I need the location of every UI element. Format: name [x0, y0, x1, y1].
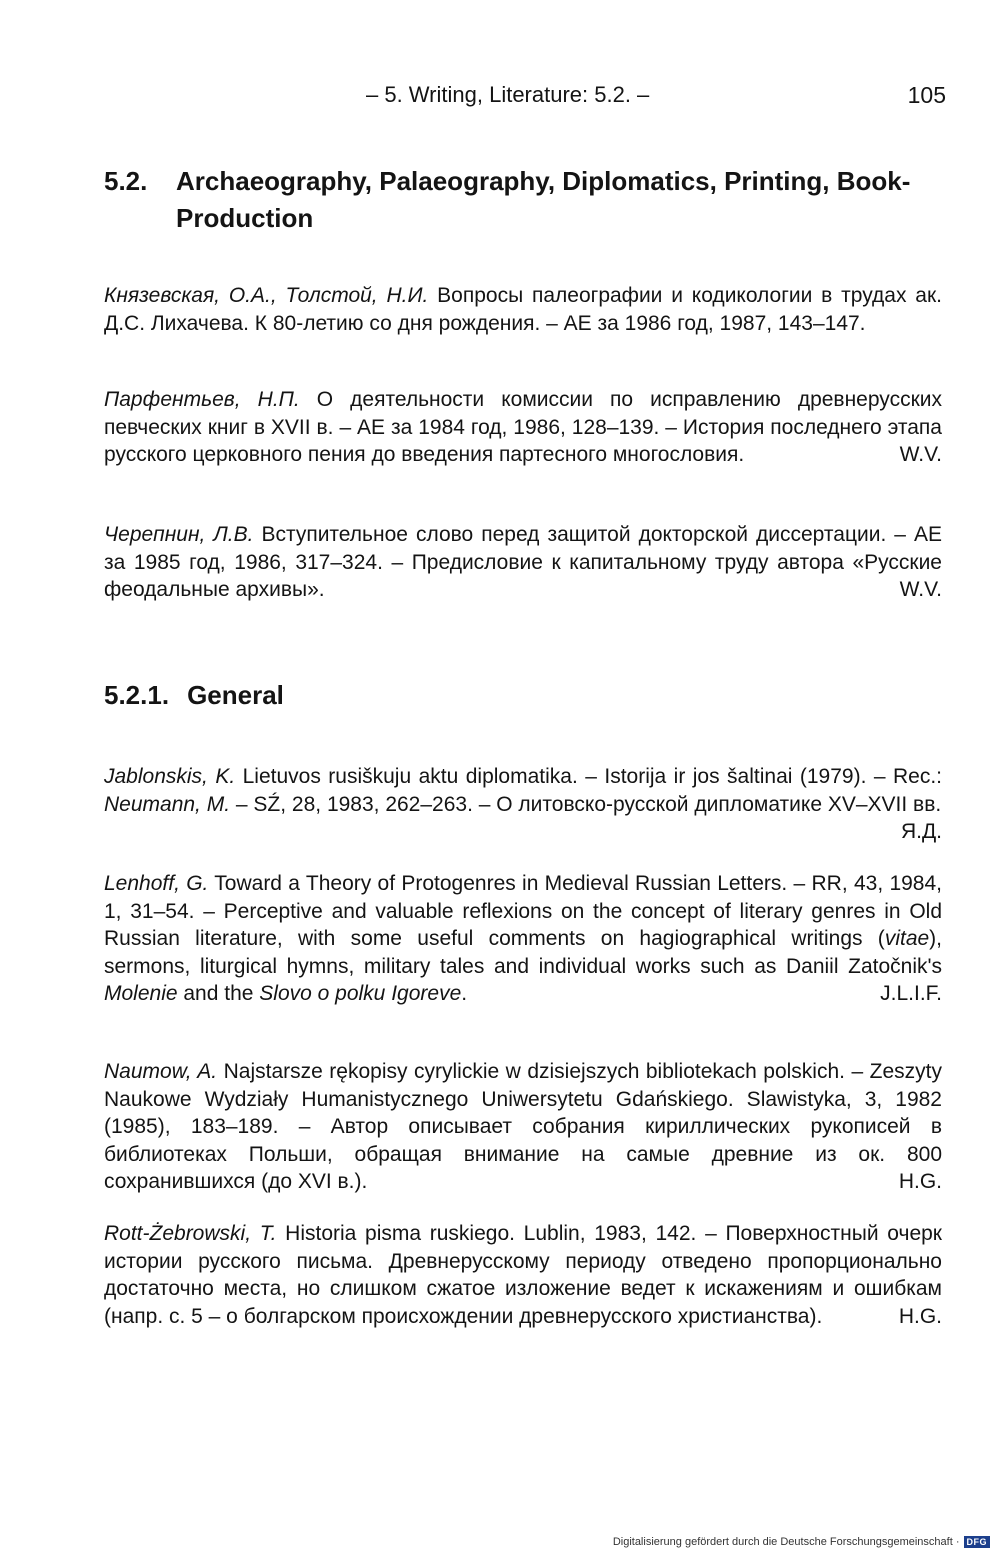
entry-text: . [461, 982, 468, 1006]
reviewer-initials: W.V. [899, 578, 942, 602]
entry-text: and the [177, 982, 260, 1006]
bibliography-entry-parfentev [104, 386, 942, 469]
bibliography-entry-kniazevskaia [104, 282, 942, 337]
italic-term: vitae [884, 927, 930, 951]
entry-text: Toward a Theory of Protogenres in Medieval Russian Letters. – RR, 43, 1984, 1, 31–54. – Perceptive and valuable reflexions on the concept of literary genres in Old Russian literature, with some useful comments on hagiographical writings ( [104, 872, 942, 951]
entry-author: Парфентьев, Н.П. [104, 388, 300, 411]
entry-text: Najstarsze rękopisy cyrylickie w dzisiejszych bibliotekach polskich. – Zeszyty Naukowe Wydziały Humanistycznego Uniwersytetu Gdańskiego. Slawistyka, 3, 1982 (1985), 183–189. – Автор описывает собрания кириллических рукописей в библиотеках Польши, обращая внимание на самые древние из ок. 800 сохранившихся (до XVI в.). [104, 1060, 943, 1194]
subsection-title: General [187, 680, 284, 710]
reviewer-initials: H.G. [898, 1170, 942, 1194]
entry-text: Вопросы палеографии и кодикологии в трудах ак. Д.С. Лихачева. К 80-летию со дня рождения. – АЕ за 1986 год, 1987, 143–147. [104, 284, 942, 335]
entry-author: Jablonskis, K. [104, 765, 236, 788]
entry-text: ), sermons, liturgical hymns, military tales and individual works such as Daniil Zatočnik's [104, 927, 942, 978]
digitization-footer [613, 1536, 990, 1548]
reviewer-initials: H.G. [898, 1304, 942, 1328]
entry-text: Lietuvos rusiškuju aktu diplomatika. – Istorija ir jos šaltinai (1979). – Rec.: [235, 765, 942, 788]
dfg-logo-icon: DFG [964, 1536, 991, 1548]
entry-text: Вступительное слово перед защитой докторской диссертации. – АЕ за 1985 год, 1986, 317–324. – Предисловие к капитальному труду автора «Русские феодальные архивы». [104, 523, 942, 602]
reviewer-initials: J.L.I.F. [880, 982, 942, 1006]
entry-text: О деятельности комиссии по исправлению древнерусских певческих книг в XVII в. – АЕ за 1984 год, 1986, 128–139. – История последнего этапа русского церковного пения до введения партесного многословия. [104, 388, 942, 467]
italic-title: Molenie [104, 982, 178, 1006]
reviewer-initials: Я.Д. [900, 820, 942, 844]
section-title: Archaeography, Palaeography, Diplomatics, Printing, Book-Production [176, 166, 911, 233]
entry-author: Князевская, О.А., Толстой, Н.И. [104, 284, 429, 307]
subsection-number: 5.2.1. [104, 680, 170, 710]
reviewer-initials: W.V. [899, 443, 942, 467]
section-heading [104, 163, 954, 237]
bibliography-entry-naumow [104, 1058, 942, 1196]
bibliography-entry-jablonskis [104, 763, 942, 846]
page-number: 105 [907, 82, 946, 108]
entry-author: Naumow, A. [104, 1060, 218, 1083]
entry-author: Rott-Żebrowski, T. [104, 1222, 277, 1245]
subsection-heading [104, 680, 284, 711]
section-number: 5.2. [104, 166, 148, 196]
running-head [104, 82, 946, 114]
bibliography-entry-rott-zebrowski [104, 1220, 942, 1330]
footer-text: Digitalisierung gefördert durch die Deutsche Forschungsgemeinschaft · [612, 1536, 960, 1548]
entry-author: Черепнин, Л.В. [104, 523, 254, 546]
entry-author: Lenhoff, G. [104, 872, 209, 895]
entry-text: Historia pisma ruskiego. Lublin, 1983, 142. – Поверхностный очерк истории русского письма. Древнерусскому периоду отведено пропорционально достаточно места, но слишком сжатое изложение ведет к искажениям и ошибкам (напр. с. 5 – о болгарском происхождении древнерусского христианства). [104, 1222, 942, 1328]
italic-title: Slovo o polku Igoreve [259, 982, 462, 1006]
running-title: – 5. Writing, Literature: 5.2. – [366, 82, 650, 107]
entry-text: – SŹ, 28, 1983, 262–263. – О литовско-русской дипломатике XV–XVII вв. [230, 792, 942, 816]
review-author: Neumann, M. [104, 792, 231, 816]
bibliography-entry-lenhoff [104, 870, 942, 1008]
bibliography-entry-cherepnin [104, 521, 942, 604]
